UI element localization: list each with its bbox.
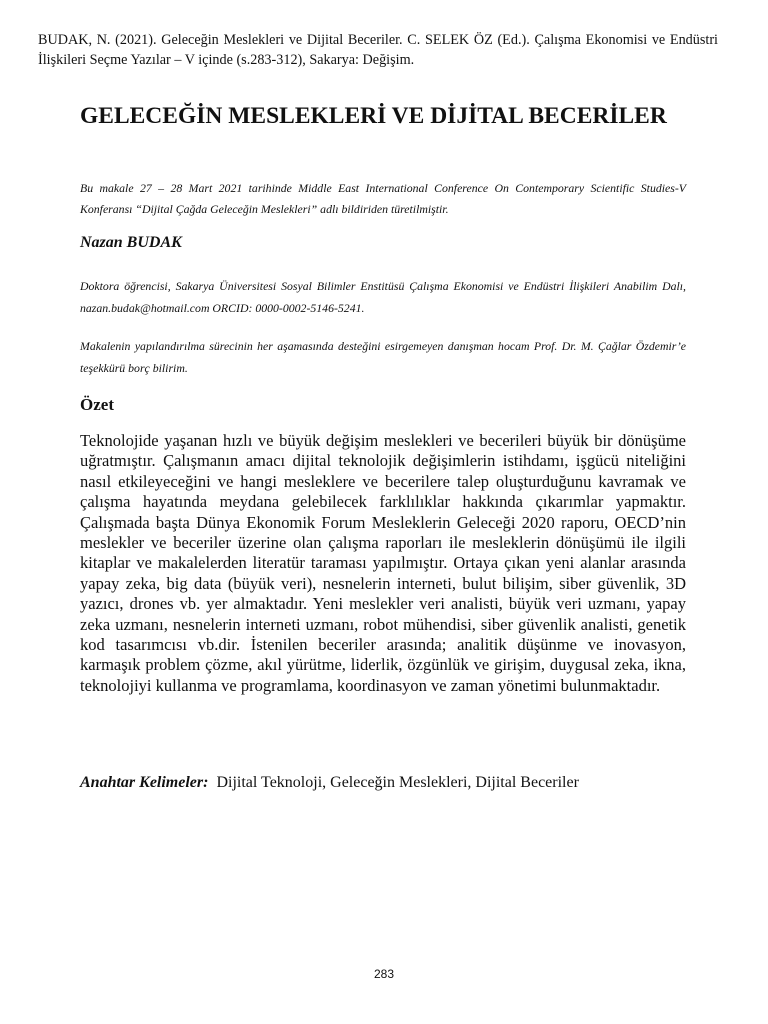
- conference-note: Bu makale 27 – 28 Mart 2021 tarihinde Middle East International Conference On Contemporary Scientific Studies-V Konferansı “Dijital Çağda Geleceğin Meslekleri” adlı bildiriden türetilmiştir.: [80, 181, 686, 216]
- author-name: Nazan BUDAK: [80, 234, 182, 251]
- keywords: [80, 774, 700, 792]
- acknowledgement: Makalenin yapılandırılma sürecinin her aşamasında desteğini esirgemeyen danışman hocam Prof. Dr. M. Çağlar Özdemir’e teşekkürü borç bilirim.: [80, 339, 686, 375]
- citation: BUDAK, N. (2021). Geleceğin Meslekleri ve Dijital Beceriler. C. SELEK ÖZ (Ed.). Çalışma Ekonomisi ve Endüstri İlişkileri Seçme Yazılar – V içinde (s.283-312), Sakarya: Değişim.: [38, 32, 718, 68]
- keywords-value: Dijital Teknoloji, Geleceğin Meslekleri, Dijital Beceriler: [216, 774, 579, 791]
- author-affiliation: Doktora öğrencisi, Sakarya Üniversitesi Sosyal Bilimler Enstitüsü Çalışma Ekonomisi ve Endüstri İlişkileri Anabilim Dalı, nazan.budak@hotmail.com ORCID: 0000-0002-5146-5241.: [80, 279, 686, 315]
- keywords-label: Anahtar Kelimeler:: [80, 774, 209, 791]
- abstract-heading: Özet: [80, 395, 114, 414]
- abstract-text: Teknolojide yaşanan hızlı ve büyük değişim meslekleri ve becerileri büyük bir dönüşüme uğratmıştır. Çalışmanın amacı dijital teknolojik değişimlerin istihdamı, işgücü niteliğini nasıl etkileyeceğini ve hangi mesleklere ve becerilere talep oluşturduğunu kavramak ve çalışma hayatında meydana gelebilecek farklılıklar hakkında çıkarımlar yapmaktır. Çalışmada başta Dünya Ekonomik Forum Mesleklerin Geleceği 2020 raporu, OECD’nin meslekler ve beceriler üzerine olan çalışma raporları ile mesleklerin dönüşümü ile ilgili kitaplar ve makalelerden literatür taraması yapılmıştır. Ortaya çıkan yeni alanlar arasında yapay zeka, big data (büyük veri), nesnelerin interneti, bulut bilişim, siber güvenlik, 3D yazıcı, drones vb. yer almaktadır. Yeni meslekler veri analisti, büyük veri uzmanı, yapay zeka uzmanı, nesnelerin interneti uzmanı, robot mühendisi, siber güvenlik analisti, genetik kod tasarımcısı vb.dir. İstenilen beceriler arasında; analitik düşünme ve inovasyon, karmaşık problem çözme, akıl yürütme, liderlik, özgünlük ve girişim, duygusal zeka, ikna, teknolojiyi kullanma ve programlama, koordinasyon ve zaman yönetimi bulunmaktadır.: [80, 431, 686, 695]
- paper-title: GELECEĞİN MESLEKLERİ VE DİJİTAL BECERİLER: [80, 103, 667, 129]
- page-number: 283: [373, 967, 395, 981]
